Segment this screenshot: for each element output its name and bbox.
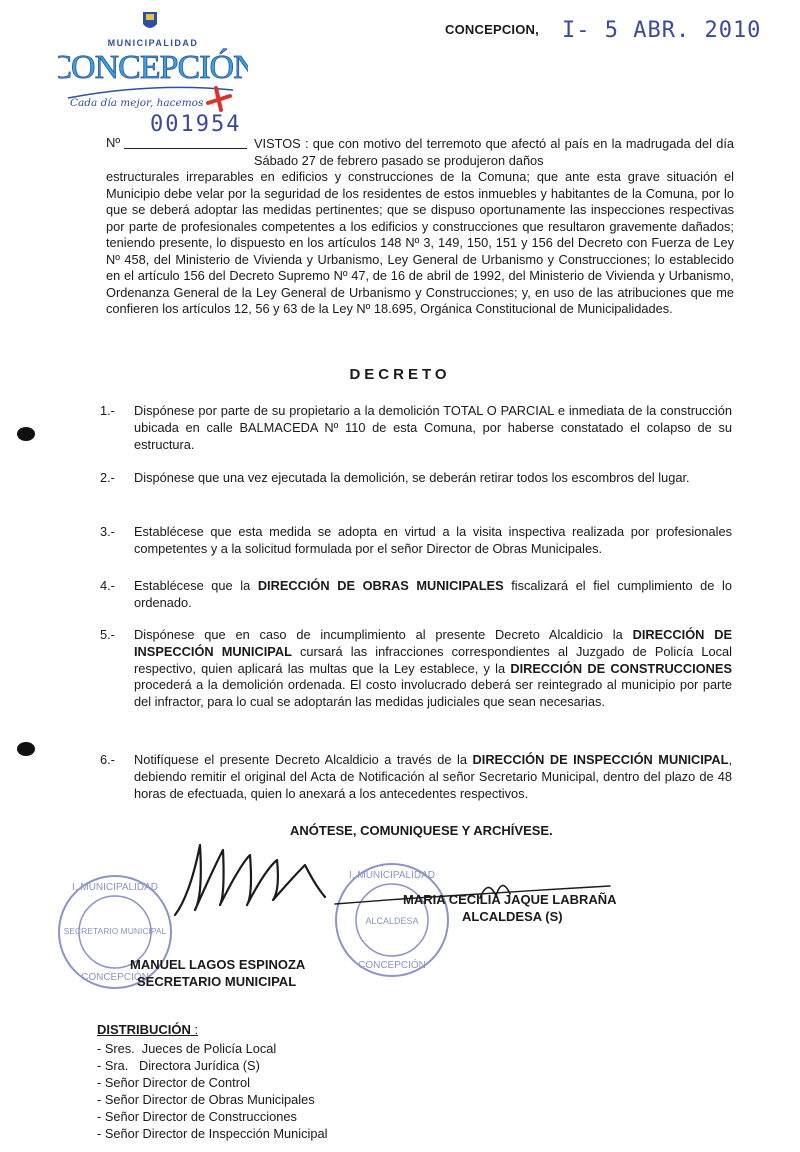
- plus-icon: [208, 88, 230, 110]
- date-stamp: I- 5 ABR. 2010: [562, 18, 762, 43]
- decree-item-2: [100, 470, 732, 487]
- item-text: Dispónese por parte de su propietario a la demolición TOTAL O PARCIAL e inmediata de la construcción ubicada en calle BALMACEDA Nº 110 de esta Comuna, por haberse constatado el colapso de su estructura.: [134, 403, 732, 452]
- punch-hole-top: [17, 427, 35, 441]
- decree-item-3: [100, 524, 732, 558]
- list-item: - Señor Director de Inspección Municipal: [97, 1126, 328, 1141]
- svg-text:CONCEPCIÓN: CONCEPCIÓN: [358, 960, 426, 971]
- secretario-signature: [165, 825, 335, 930]
- item-text: Dispónese que una vez ejecutada la demolición, se deberán retirar todos los escombros del lugar.: [134, 470, 690, 485]
- list-item: - Señor Director de Construcciones: [97, 1109, 297, 1124]
- item-text: Establécese que esta medida se adopta en virtud a la visita inspectiva realizada por profesionales competentes y a la solicitud formulada por el señor Director de Obras Municipales.: [134, 524, 732, 556]
- decreto-heading: DECRETO: [349, 366, 451, 383]
- decree-item-6: [100, 752, 732, 802]
- item-number: 6.-: [100, 752, 115, 767]
- list-item: - Señor Director de Control: [97, 1075, 250, 1090]
- svg-text:SECRETARIO MUNICIPAL: SECRETARIO MUNICIPAL: [63, 926, 167, 936]
- svg-text:CONCEPCIÓN: CONCEPCIÓN: [81, 972, 149, 983]
- place-label: CONCEPCION,: [445, 22, 539, 37]
- item-text: Establécese que la DIRECCIÓN DE OBRAS MUNICIPALES fiscalizará el fiel cumplimiento de lo ordenado.: [134, 578, 732, 610]
- item-number: 4.-: [100, 578, 115, 593]
- vistos-body: estructurales irreparables en edificios y construcciones de la Comuna; que ante esta grave situación el Municipio debe velar por la seguridad de los residentes de estos inmuebles y habitantes de la Comuna, por lo que se deberá adoptar las medidas pertinentes; que se dispuso oportunamente las inspecciones respectivas por parte de profesionales competentes a los edificios y construcciones que resultaron gravemente dañados; teniendo presente, lo dispuesto en los artículos 148 Nº 3, 149, 150, 151 y 156 del Decreto con Fuerza de Ley Nº 458, del Ministerio de Vivienda y Urbanismo, Ley General de Urbanismo y Construcciones; lo establecido en el artículo 156 del Decreto Supremo Nº 47, de 16 de abril de 1992, del Ministerio de Vivienda y Urbanismo, Ordenanza General de la Ley General de Urbanismo y Construcciones; y, en uso de las atribuciones que me confieren los artículos 12, 56 y 63 de la Ley Nº 18.695, Orgánica Constitucional de Municipalidades.: [106, 169, 734, 316]
- svg-text:ALCALDESA: ALCALDESA: [365, 916, 419, 926]
- svg-text:Cada día mejor, hacemos: Cada día mejor, hacemos: [70, 97, 204, 109]
- item-number: 3.-: [100, 524, 115, 539]
- municipal-logo: [58, 10, 248, 120]
- decree-item-1: [100, 403, 732, 453]
- list-item: - Señor Director de Obras Municipales: [97, 1092, 315, 1107]
- svg-text:MUNICIPALIDAD: MUNICIPALIDAD: [107, 38, 199, 48]
- secretario-title: SECRETARIO MUNICIPAL: [137, 974, 297, 989]
- svg-text:I. MUNICIPALIDAD: I. MUNICIPALIDAD: [72, 882, 158, 893]
- alcaldesa-name: MARIA CECILIA JAQUE LABRAÑA: [403, 892, 617, 907]
- secretario-name: MANUEL LAGOS ESPINOZA: [130, 957, 306, 972]
- item-number: 1.-: [100, 403, 115, 418]
- distribution-heading: DISTRIBUCIÓN :: [97, 1022, 199, 1037]
- vistos-first-line: VISTOS : que con motivo del terremoto que afectó al país en la madrugada del día Sábado 27 de febrero pasado se produjeron daños: [254, 136, 734, 168]
- item-number: 2.-: [100, 470, 115, 485]
- svg-text:I. MUNICIPALIDAD: I. MUNICIPALIDAD: [349, 870, 435, 881]
- decree-number: 001954: [150, 112, 242, 137]
- decree-item-4: [100, 578, 732, 612]
- item-number: 5.-: [100, 627, 115, 642]
- list-item: - Sra. Directora Jurídica (S): [97, 1058, 260, 1073]
- item-text: Dispónese que en caso de incumplimiento al presente Decreto Alcaldicio la DIRECCIÓN DE INSPECCIÓN MUNICIPAL cursará las infracciones correspondientes al Juzgado de Policía Local respectivo, quien aplicará las multas que la Ley establece, y la DIRECCIÓN DE CONSTRUCCIONES procederá a la demolición ordenada. El costo involucrado deberá ser reintegrado al municipio por parte del infractor, para lo cual se adoptarán las medidas judiciales que sean necesarias.: [134, 627, 733, 710]
- distribution-list: [97, 1040, 327, 1142]
- vistos-paragraph: [106, 136, 734, 318]
- decree-item-5: [100, 627, 732, 711]
- list-item: - Sres. Jueces de Policía Local: [97, 1041, 277, 1056]
- number-label: Nº: [106, 135, 121, 150]
- punch-hole-bottom: [17, 742, 35, 756]
- coat-of-arms-icon: [143, 12, 157, 28]
- svg-text:CONCEPCIÓN: CONCEPCIÓN: [58, 49, 248, 86]
- item-text: Notifíquese el presente Decreto Alcaldicio a través de la DIRECCIÓN DE INSPECCIÓN MUNICIPAL, debiendo remitir el original del Acta de Notificación al señor Secretario Municipal, dentro del plazo de 48 horas de efectuada, quien lo anexará a los antecedentes respectivos.: [134, 752, 733, 801]
- alcaldesa-title: ALCALDESA (S): [462, 909, 563, 924]
- closing-formula: ANÓTESE, COMUNIQUESE Y ARCHÍVESE.: [290, 823, 553, 838]
